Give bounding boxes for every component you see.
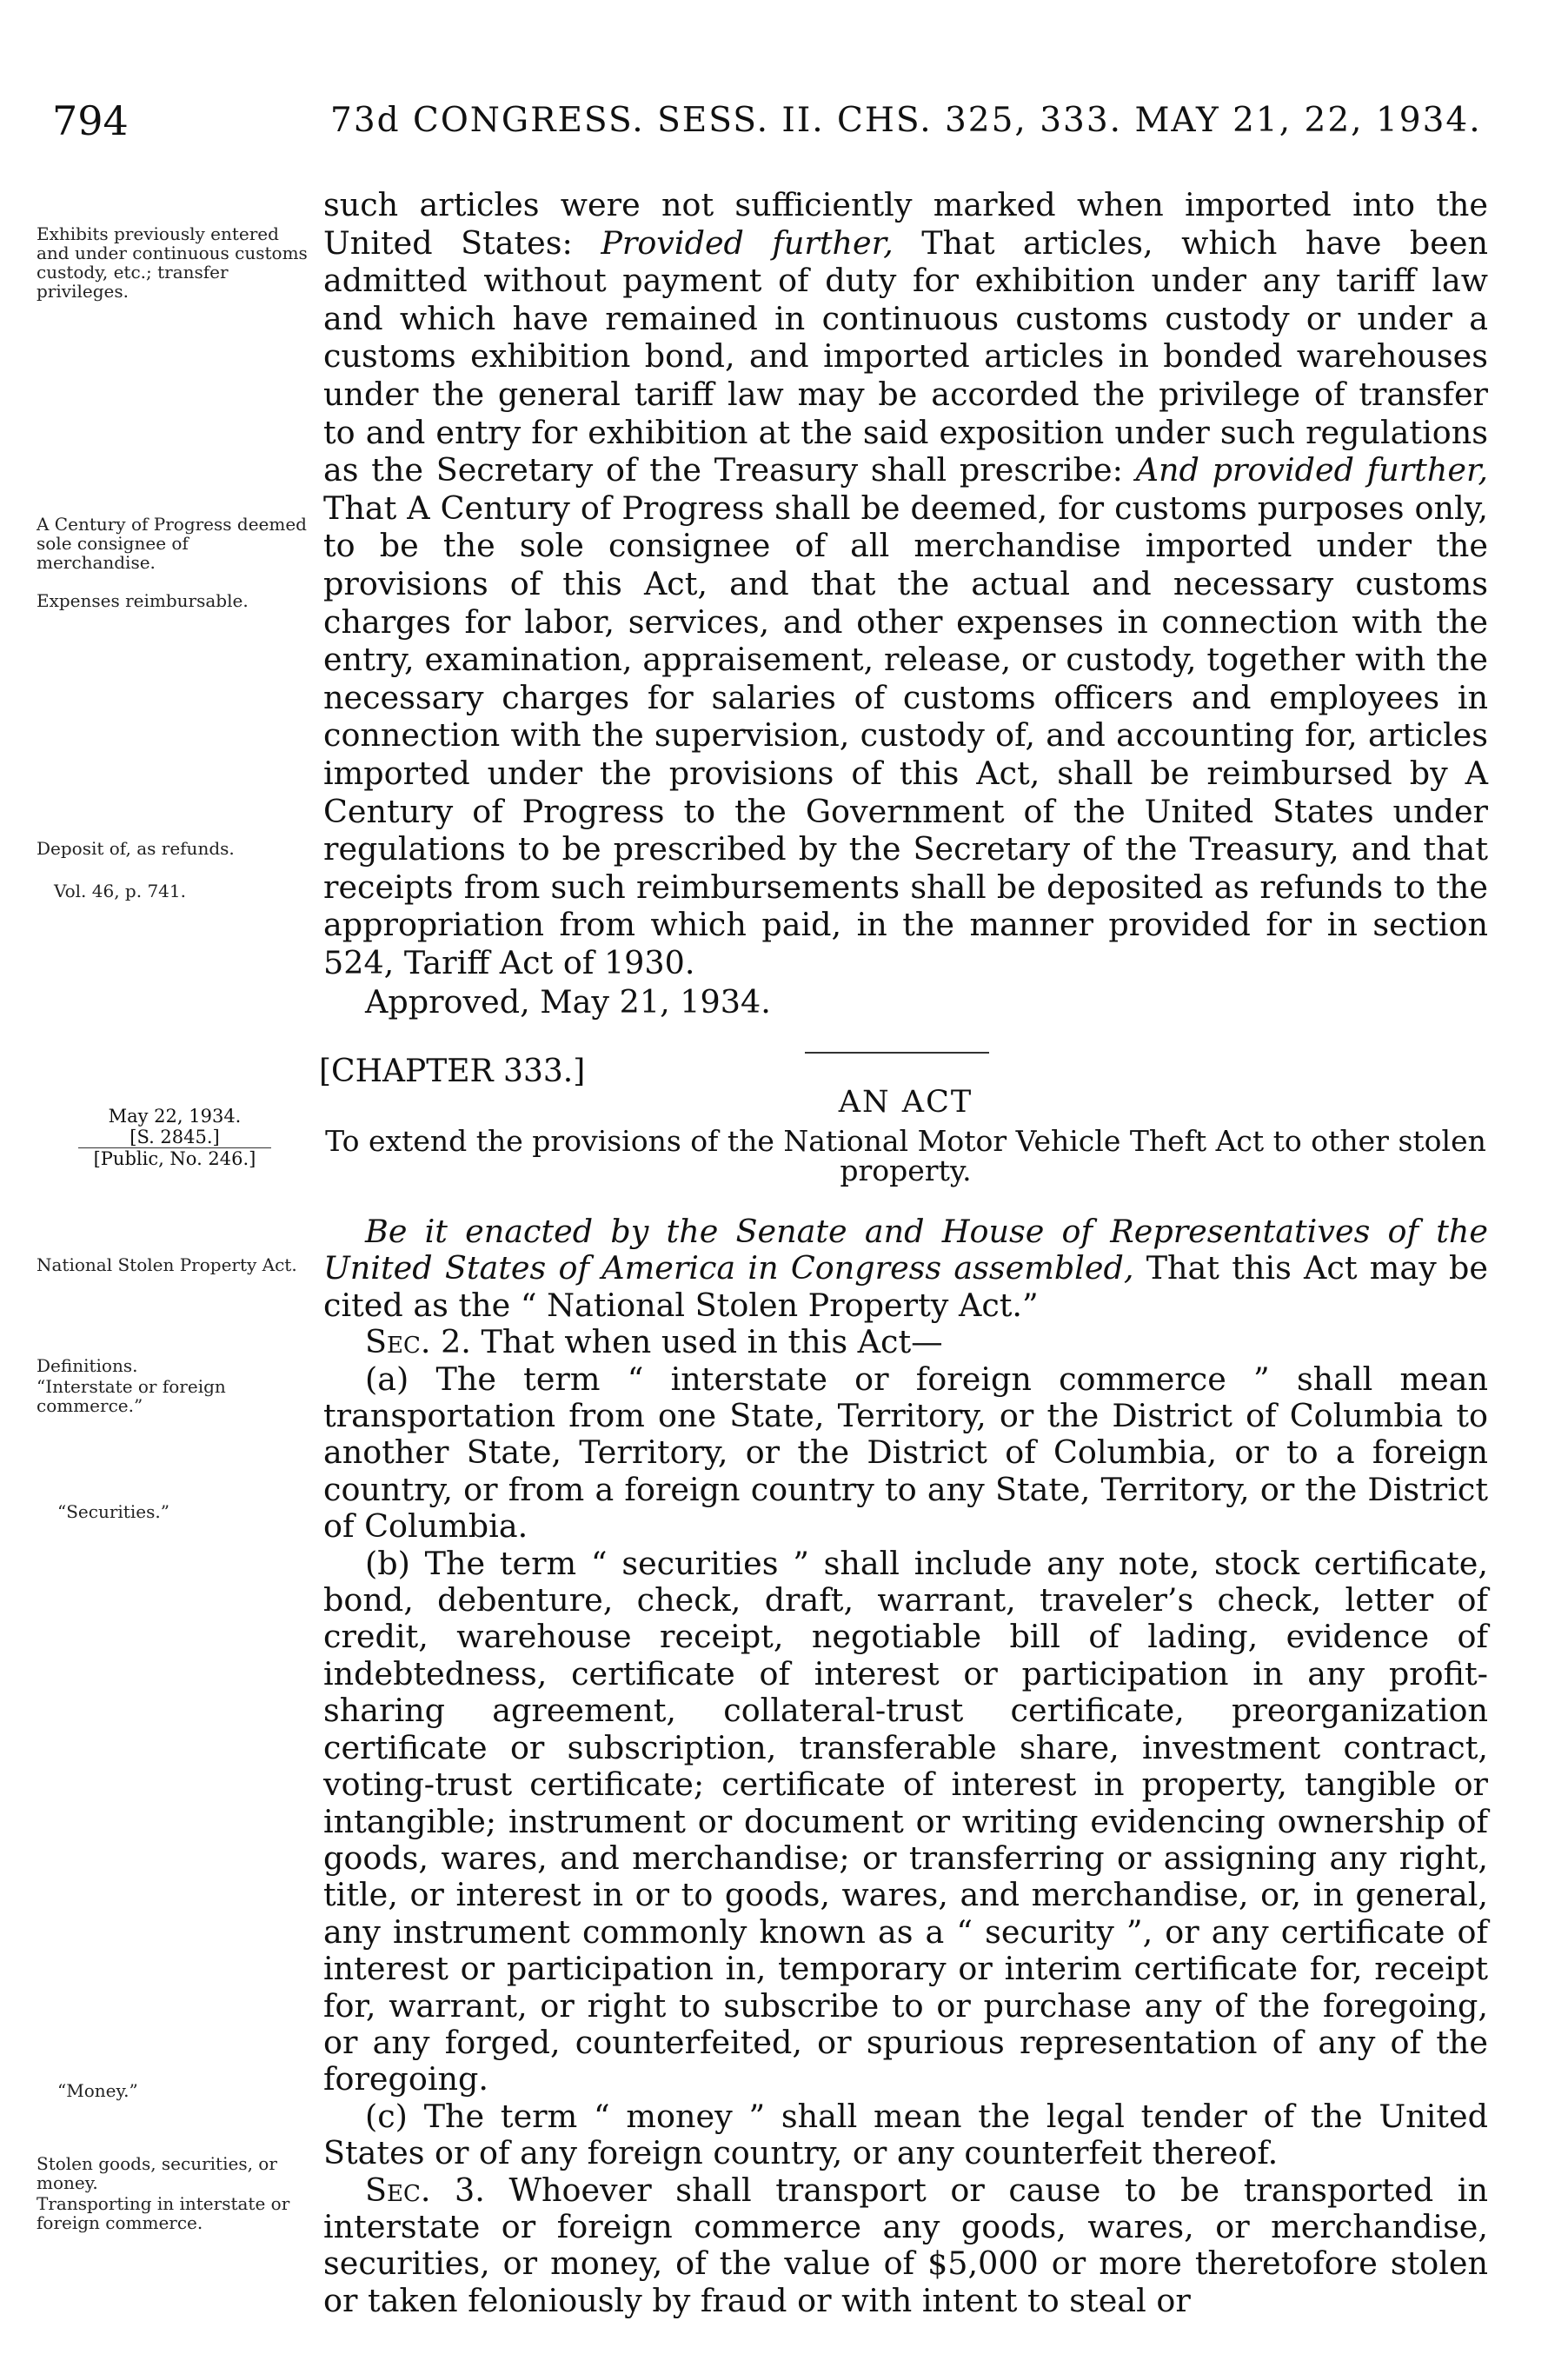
page-number: 794 xyxy=(52,97,129,144)
section-3-label: Sec. 3. xyxy=(365,2171,485,2209)
bill-metadata xyxy=(37,1106,313,1169)
margin-note-definitions: Definitions. xyxy=(37,1355,138,1376)
margin-note-stolen-goods: Stolen goods, securities, or money. xyxy=(37,2153,277,2193)
enacting-clause-italic: Be it enacted by the Senate and House of Representatives of the United States of America in Congress assembled, xyxy=(323,1213,1488,1287)
margin-note-vol-ref: Vol. 46, p. 741. xyxy=(54,881,186,901)
act-title: To extend the provisions of the National Motor Vehicle Theft Act to other stolen property. xyxy=(325,1124,1486,1187)
text-part-3: That A Century of Progress shall be deemed, for customs purposes only, to be the sole consignee of all merchandise imported under the provisions of this Act, and that the actual and necessary customs charges for labor, services, and other expenses in connection with the entry, examination, appraisement, release, or custody, together with the necessary charges for salaries of customs officers and employees in connection with the supervision, custody of, and accounting for, articles imported under the provisions of this Act, shall be reimbursed by A Century of Progress to the Government of the United States under regulations to be prescribed by the Secretary of the Treasury, and that receipts from such reimbursements shall be deposited as refunds to the appropriation from which paid, in the manner provided for in section 524, Tariff Act of 1930. xyxy=(323,489,1488,981)
section-3-text: Whoever shall transport or cause to be transported in interstate or foreign commerce any goods, wares, or merchandise, securities, or money, of the value of $5,000 or more theretofore stolen or taken feloniously by fraud or with intent to steal or xyxy=(323,2171,1488,2319)
section-3 xyxy=(323,2172,1488,2320)
senate-bill-number: [S. 2845.] xyxy=(130,1127,220,1147)
proviso-2: And provided further, xyxy=(1135,451,1488,489)
act-date: May 22, 1934. xyxy=(108,1106,242,1127)
margin-note-interstate: “Interstate or foreign commerce.” xyxy=(37,1376,226,1416)
section-2 xyxy=(323,1324,1488,1360)
margin-note-securities: “Securities.” xyxy=(57,1501,169,1522)
margin-note-exhibits: Exhibits previously entered and under continuous customs custody, etc.; transfer privileges. xyxy=(37,223,308,302)
paragraph-a: (a) The term “ interstate or foreign commerce ” shall mean transportation from one State, Territory, or the District of Columbia to another State, Territory, or the District of Columbia, or to a foreign country, or from a foreign country to any State, Territory, or the District of Columbia. xyxy=(323,1360,1488,1546)
approved-line: Approved, May 21, 1934. xyxy=(365,983,771,1021)
margin-note-expenses: Expenses reimbursable. xyxy=(37,590,249,611)
act-heading: AN ACT xyxy=(838,1085,973,1120)
margin-note-money: “Money.” xyxy=(57,2080,138,2101)
running-head: 73d CONGRESS. SESS. II. CHS. 325, 333. MAY 21, 22, 1934. xyxy=(330,101,1482,140)
chapter-325-text xyxy=(323,186,1488,1021)
page-header xyxy=(52,97,1482,158)
section-2-label: Sec. 2. xyxy=(365,1323,471,1361)
paragraph-c: (c) The term “ money ” shall mean the legal tender of the United States or of any foreign country, or any counterfeit thereof. xyxy=(323,2097,1488,2172)
separator-rule xyxy=(805,1052,989,1054)
proviso-1: Provided further, xyxy=(601,223,894,262)
margin-note-consignee: A Century of Progress deemed sole consignee of merchandise. xyxy=(37,514,307,573)
chapter-325-paragraph xyxy=(323,186,1488,981)
chapter-label: [CHAPTER 333.] xyxy=(319,1054,586,1089)
margin-note-transporting: Transporting in interstate or foreign commerce. xyxy=(37,2193,290,2233)
text-part-2: That articles, which have been admitted without payment of duty for exhibition under any tariff law and which have remained in continuous customs custody or under a customs exhibition bond, and imported articles in bonded warehouses under the general tariff law may be accorded the privilege of transfer to and entry for exhibition at the said exposition under such regulations as the Secretary of the Treasury shall prescribe: xyxy=(323,223,1488,489)
section-2-text: That when used in this Act— xyxy=(481,1323,943,1361)
text-part-1: such articles were not sufficiently marked when imported into the United States: xyxy=(323,186,1488,262)
public-law-number: [Public, No. 246.] xyxy=(93,1148,256,1169)
enacting-clause-rest: That this Act may be cited as the “ National Stolen Property Act.” xyxy=(323,1249,1488,1324)
chapter-333-text xyxy=(323,1214,1488,2319)
margin-note-national-stolen: National Stolen Property Act. xyxy=(37,1254,297,1275)
margin-note-deposit: Deposit of, as refunds. xyxy=(37,838,235,859)
paragraph-b: (b) The term “ securities ” shall include any note, stock certificate, bond, debenture, check, draft, warrant, traveler’s check, letter of credit, warehouse receipt, negotiable bill of lading, evidence of indebtedness, certificate of interest or participation in any profit-sharing agreement, collateral-trust certificate, preorganization certificate or subscription, transferable share, investment contract, voting-trust certificate; certificate of interest in property, tangible or intangible; instrument or document or writing evidencing ownership of goods, wares, and merchandise; or transferring or assigning any right, title, or interest in or to goods, wares, and merchandise, or, in general, any instrument commonly known as a “ security ”, or any certificate of interest or participation in, temporary or interim certificate for, receipt for, warrant, or right to subscribe to or purchase any of the foregoing, or any forged, counterfeited, or spurious representation of any of the foregoing. xyxy=(323,1544,1488,2098)
enacting-clause xyxy=(323,1214,1488,1324)
